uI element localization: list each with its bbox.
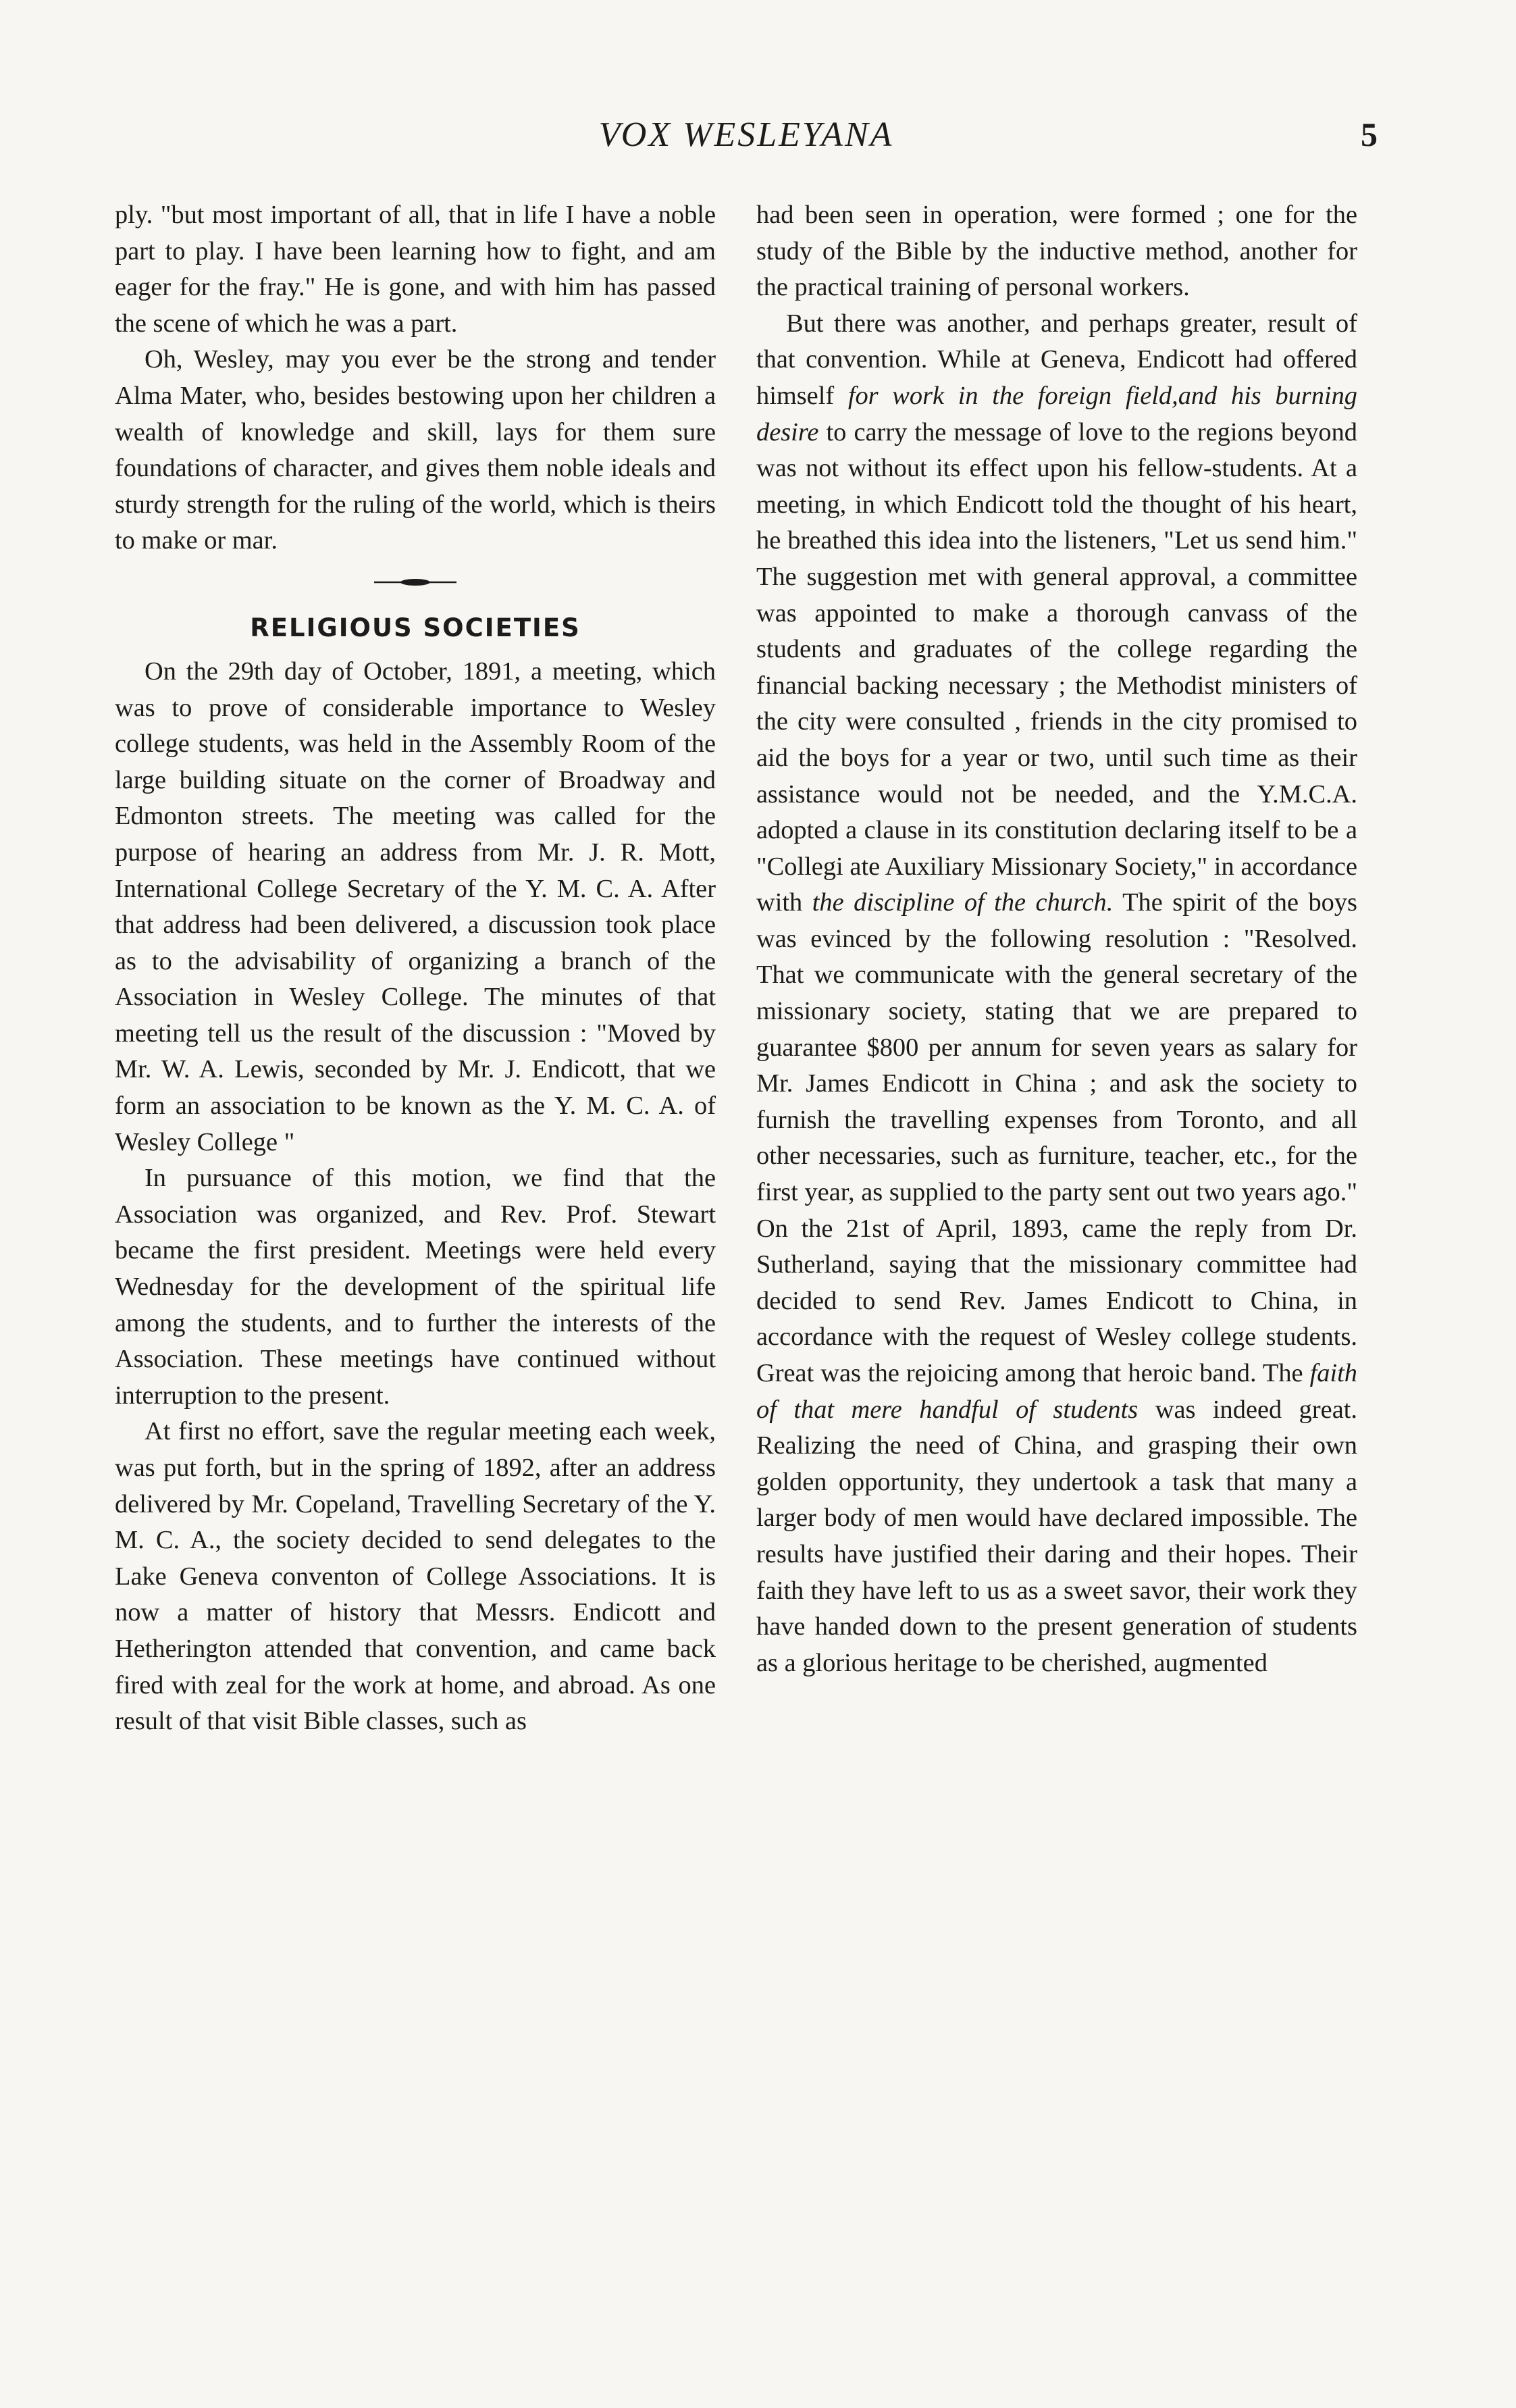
paragraph: ply. "but most important of all, that in life I have a noble part to play. I have been learning how to fight, and am eager for the fray." He is gone, and with him has passed the scene of which he was a part. [115,201,716,338]
italic-text-run: the discipline of the church. [812,888,1114,917]
italic-text-run: for work in the foreign field,and his burning desire [756,381,1357,446]
italic-text-run: faith of that mere handful of students [756,1359,1357,1424]
page-number: 5 [1361,116,1378,153]
left-column [115,197,716,1740]
paragraph: Oh, Wesley, may you ever be the strong and tender Alma Mater, who, besides bestowing upon her children a wealth of knowledge and skill, lays for them sure foundations of character, and gives them noble ideals and sturdy strength for the ruling of the world, which is theirs to make or mar. [115,345,716,555]
text-run: But there was another, and perhaps greater, result of that convention. While at Geneva, Endicott had offered himself [756,309,1357,410]
paragraph: had been seen in operation, were formed ; one for the study of the Bible by the inductive method, another for the practical training of personal workers. [756,201,1357,302]
right-column [756,197,1357,1681]
paragraph: At first no effort, save the regular meeting each week, was put forth, but in the spring of 1892, after an address delivered by Mr. Copeland, Travelling Secretary of the Y. M. C. A., the society decided to send delegates to the Lake Geneva conventon of College Associations. It is now a matter of history that Messrs. Endicott and Hetherington attended that convention, and came back fired with zeal for the work at home, and abroad. As one result of that visit Bible classes, such as [115,1417,716,1736]
paragraph [756,306,1357,1682]
page-header [115,115,1378,169]
section-divider-ornament [371,577,459,588]
text-run: was indeed great. Realizing the need of China, and grasping their own golden opportunity, they undertook a task that many a larger body of men would have declared impossible. The results have justified their daring and their hopes. Their faith they have left to us as a sweet savor, their work they have handed down to the present generation of students as a glorious heritage to be cherished, augmented [756,1395,1358,1677]
paragraph: In pursuance of this motion, we find that the Association was organized, and Rev. Prof. Stewart became the first president. Meetings were held every Wednesday for the development of the spiritual life among the students, and to further the interests of the Association. These meetings have continued without interruption to the present. [115,1164,716,1410]
section-heading: RELIGIOUS SOCIETIES [250,613,581,642]
paragraph: On the 29th day of October, 1891, a meeting, which was to prove of considerable importance to Wesley college students, was held in the Assembly Room of the large building situate on the corner of Broadway and Edmonton streets. The meeting was called for the purpose of hearing an address from Mr. J. R. Mott, International College Secretary of the Y. M. C. A. After that address had been delivered, a discussion took place as to the advisability of organizing a branch of the Association in Wesley College. The minutes of that meeting tell us the result of the discussion : "Moved by Mr. W. A. Lewis, seconded by Mr. J. Endicott, that we form an association to be known as the Y. M. C. A. of Wesley College " [115,657,716,1156]
text-run: to carry the message of love to the regions beyond was not without its effect upon his fellow-students. At a meeting, in which Endicott told the thought of his heart, he breathed this idea into the listeners, "Let us send him." The suggestion met with general approval, a committee was appointed to make a thorough canvass of the students and graduates of the college regarding the financial backing necessary ; the Methodist ministers of the city were consulted , friends in the city promised to aid the boys for a year or two, until such time as their assistance would not be needed, and the Y.M.C.A. adopted a clause in its constitution declaring itself to be a "Collegi ate Auxiliary Missionary Society," in accordance with [756,417,1357,917]
running-title: VOX WESLEYANA [598,116,894,154]
text-run: The spirit of the boys was evinced by the following resolution : "Resolved. That we communicate with the general secretary of the missionary society, stating that we are prepared to guarantee $800 per annum for seven years as salary for Mr. James Endicott in China ; and ask the society to furnish the travelling expenses from Toronto, and all other necessaries, such as furniture, teacher, etc., for the first year, as supplied to the party sent out two years ago." On the 21st of April, 1893, came the reply from Dr. Sutherland, saying that the missionary committee had decided to send Rev. James Endicott to China, in accordance with the request of Wesley college students. Great was the rejoicing among that heroic band. The [756,888,1357,1387]
